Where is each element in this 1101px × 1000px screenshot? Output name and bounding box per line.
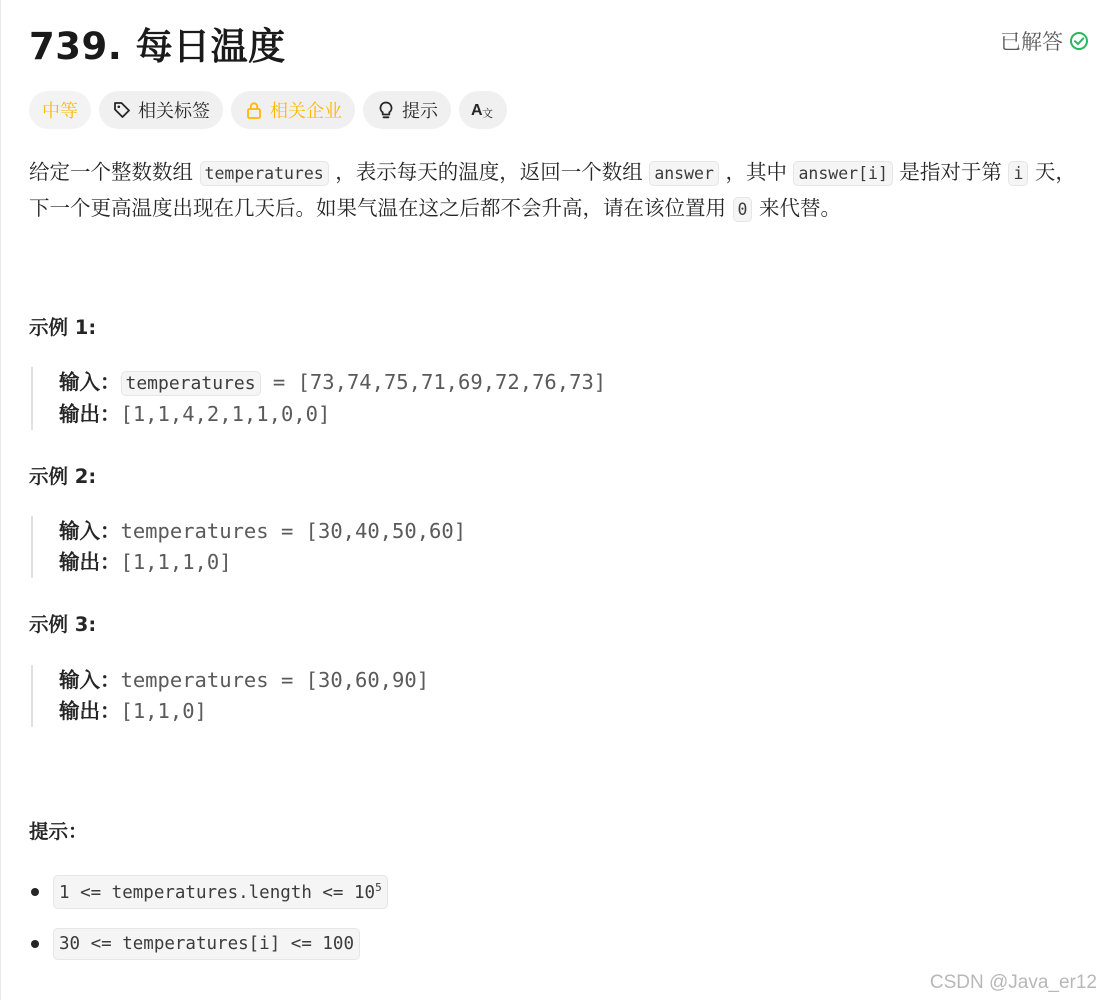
inline-code: i [1008, 161, 1028, 186]
example-2-output [59, 547, 466, 578]
constraint-text: 1 <= temperatures.length <= 10 [59, 882, 376, 903]
desc-text: 是指对于第 [899, 160, 1002, 184]
output-value: [1,1,0] [120, 699, 207, 723]
input-var: temperatures [121, 371, 261, 396]
input-label: 输入： [59, 668, 121, 692]
constraint-code [53, 875, 388, 909]
related-tags-label: 相关标签 [138, 101, 210, 122]
bullet-icon [31, 940, 39, 948]
constraint-code: 30 <= temperatures[i] <= 100 [53, 928, 360, 960]
svg-text:文: 文 [482, 107, 493, 120]
example-3-input [59, 665, 429, 696]
desc-text: 给定一个整数数组 [29, 160, 193, 184]
lightbulb-icon [376, 100, 396, 120]
example-2-input [59, 516, 466, 547]
input-value: = [73,74,75,71,69,72,76,73] [260, 370, 607, 394]
tag-icon [112, 100, 132, 120]
constraint-item [31, 875, 388, 909]
related-companies-label: 相关企业 [270, 101, 342, 122]
output-label: 输出： [59, 402, 121, 426]
translate-button[interactable] [459, 91, 507, 129]
related-tags-button[interactable] [99, 91, 223, 129]
svg-text:A: A [471, 102, 483, 119]
example-3-block [31, 665, 429, 727]
example-1-title: 示例 1: [29, 316, 97, 339]
input-value: temperatures = [30,40,50,60] [120, 519, 467, 543]
solved-label: 已解答 [1000, 30, 1063, 54]
example-1-block [31, 367, 606, 430]
example-2-title: 示例 2: [29, 465, 97, 488]
output-label: 输出： [59, 550, 121, 574]
hint-button[interactable] [363, 91, 451, 129]
input-value: temperatures = [30,60,90] [120, 668, 430, 692]
constraint-item [31, 928, 360, 960]
example-1-output [59, 399, 606, 430]
difficulty-label: 中等 [42, 101, 78, 122]
lock-icon [244, 100, 264, 120]
example-3-title: 示例 3: [29, 613, 97, 636]
translate-icon [471, 100, 495, 120]
problem-title: 739. 每日温度 [29, 25, 286, 68]
problem-description [29, 155, 1089, 227]
desc-text: 来代替。 [759, 196, 841, 220]
input-label: 输入： [59, 370, 121, 394]
inline-code: answer[i] [793, 161, 892, 186]
solved-status [1000, 26, 1089, 56]
output-value: [1,1,4,2,1,1,0,0] [120, 402, 331, 426]
difficulty-badge[interactable] [29, 91, 91, 129]
input-label: 输入： [59, 519, 121, 543]
example-1-input [59, 367, 606, 399]
watermark: CSDN @Java_er12 [929, 972, 1097, 993]
example-2-block [31, 516, 466, 578]
inline-code: temperatures [200, 161, 329, 186]
tag-bar [29, 91, 507, 129]
related-companies-button[interactable] [231, 91, 355, 129]
example-3-output [59, 696, 429, 727]
inline-code: answer [649, 161, 719, 186]
inline-code: 0 [733, 197, 753, 222]
constraint-exponent: 5 [375, 881, 382, 894]
output-label: 输出： [59, 699, 121, 723]
constraints-title: 提示： [29, 820, 88, 843]
hint-label: 提示 [402, 101, 438, 122]
desc-text: ，表示每天的温度，返回一个数组 [335, 160, 643, 184]
check-circle-icon [1069, 31, 1089, 51]
desc-text: 天，下一个更高温度出现在几天后。如果气温在这之后都不会升高，请在该位置用 [29, 160, 1076, 220]
desc-text: ，其中 [725, 160, 787, 184]
bullet-icon [31, 888, 39, 896]
output-value: [1,1,1,0] [120, 550, 232, 574]
